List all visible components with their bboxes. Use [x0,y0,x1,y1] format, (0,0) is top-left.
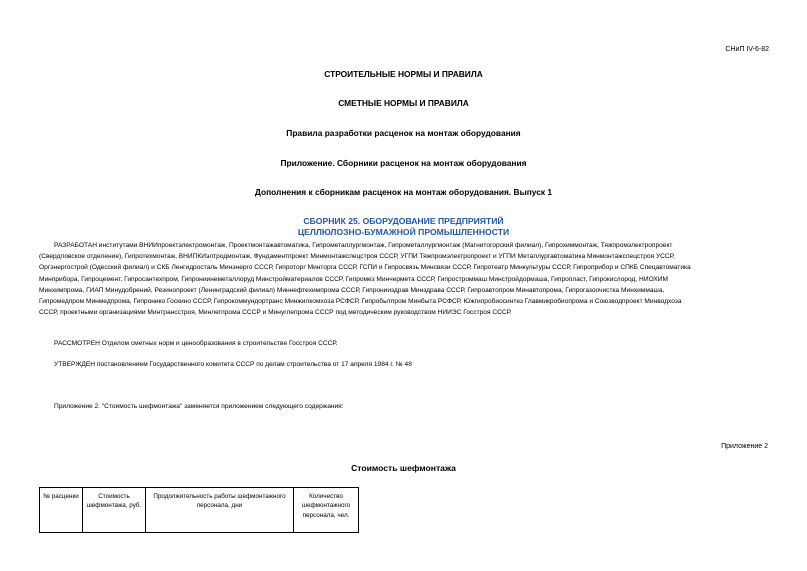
appendix-2-label: Приложение 2 [721,443,768,450]
title-rules: Правила разработки расценок на монтаж оборудования [286,128,521,138]
developed-line: Минприбора, Гипроцемент, Гипросантехпром, Гипрониинеметаллоруд Минстройматериалов СССР, Гипромез Минчермета СССР, Гипростроммаш Минстройдормаша, Гипропласт, Гипрокислород, НИОХИМ [39,275,669,283]
developed-line: РАЗРАБОТАН институтами ВНИИпроектэлектромонтаж, Проектмонтажавтоматика, Гипрометаллургмонтаж, Гипрометаллургмонтаж (Магнитогорский филиал), Гипрохиммонтаж, Тяжпромэлектропроект [54,242,673,249]
developed-line: СССР, проектными организациями Минтрансстроя, Минлегпрома СССР и Минуглепрома СССР под методическим руководством НИИЭС Госстроя СССР. [39,309,512,317]
collection-title-line1: СБОРНИК 25. ОБОРУДОВАНИЕ ПРЕДПРИЯТИЙ [303,216,504,226]
approved-by-paragraph: УТВЕРЖДЕН постановлением Государственного комитета СССР по делам строительства от 17 апреля 1984 г. № 48 [54,361,412,368]
title-building-norms: СТРОИТЕЛЬНЫЕ НОРМЫ И ПРАВИЛА [324,69,483,79]
title-estimate-norms: СМЕТНЫЕ НОРМЫ И ПРАВИЛА [338,98,469,108]
column-header-personnel: Количество шефмонтажного персонала, чел. [294,488,359,533]
developed-by-paragraph [39,240,771,318]
appendix-replacement-note: Приложение 2. "Стоимость шефмонтажа" заменяется приложением следующего содержания: [54,403,344,410]
developed-line: Оргэнергострой (Одесский филиал) и СКБ Ленгидросталь Минэнерго СССР, Гипроторг Минторга СССР, ГСПИ и Гипросвязь Минсвязи СССР, Гипротеатр Минкультуры СССР, Гипроприбор и СПКБ Спецавтоматика [39,264,691,272]
collection-title [0,216,807,238]
document-code: СНиП IV-6-82 [725,46,769,53]
table-title: Стоимость шефмонтажа [351,463,456,473]
reviewed-by-paragraph: РАССМОТРЕН Отделом сметных норм и ценообразования в строительстве Госстроя СССР. [54,340,338,347]
column-header-duration: Продолжительность работы шефмонтажного персонала, дни [146,488,294,533]
title-supplements: Дополнения к сборникам расценок на монтаж оборудования. Выпуск 1 [254,187,553,197]
table-header-row [40,488,359,533]
developed-line: Гипромедпром Минмедпрома, Гипронико Госкино СССР, Гипрокоммундортранс Минжилкомхоза РСФСР, Гипробытпром Минбыта РСФСР, Южгипробиосинтез Главмикробиопрома и Союзводпроект Минводхоза [39,297,682,305]
developed-line: (Свердловское отделение), Гипротехмонтаж, ВНИПКИэлтродмонтаж, Фундаментпроект Минмонтажспецстроя СССР, УГПИ Тяжпромэлектропроект и УГПИ Металлургавтоматика Минмонтажспецстроя УССР, [39,253,675,261]
collection-title-line2: ЦЕЛЛЮЛОЗНО-БУМАЖНОЙ ПРОМЫШЛЕННОСТИ [297,227,510,237]
column-header-rate-number: № расценки [40,488,83,533]
column-header-cost: Стоимость шефмонтажа, руб. [83,488,146,533]
title-appendix: Приложение. Сборники расценок на монтаж оборудования [280,158,527,168]
installation-supervision-cost-table [39,487,359,533]
developed-line: Минхимпрома, ГИАП Минудобрений, Резинопроект (Ленинградский филиал) Миннефтехимпрома СССР, Гипронииздрав Минздрава СССР, Гипроавтопром Минавтопрома, Гипрогазоочистка Минхиммаша, [39,286,665,294]
